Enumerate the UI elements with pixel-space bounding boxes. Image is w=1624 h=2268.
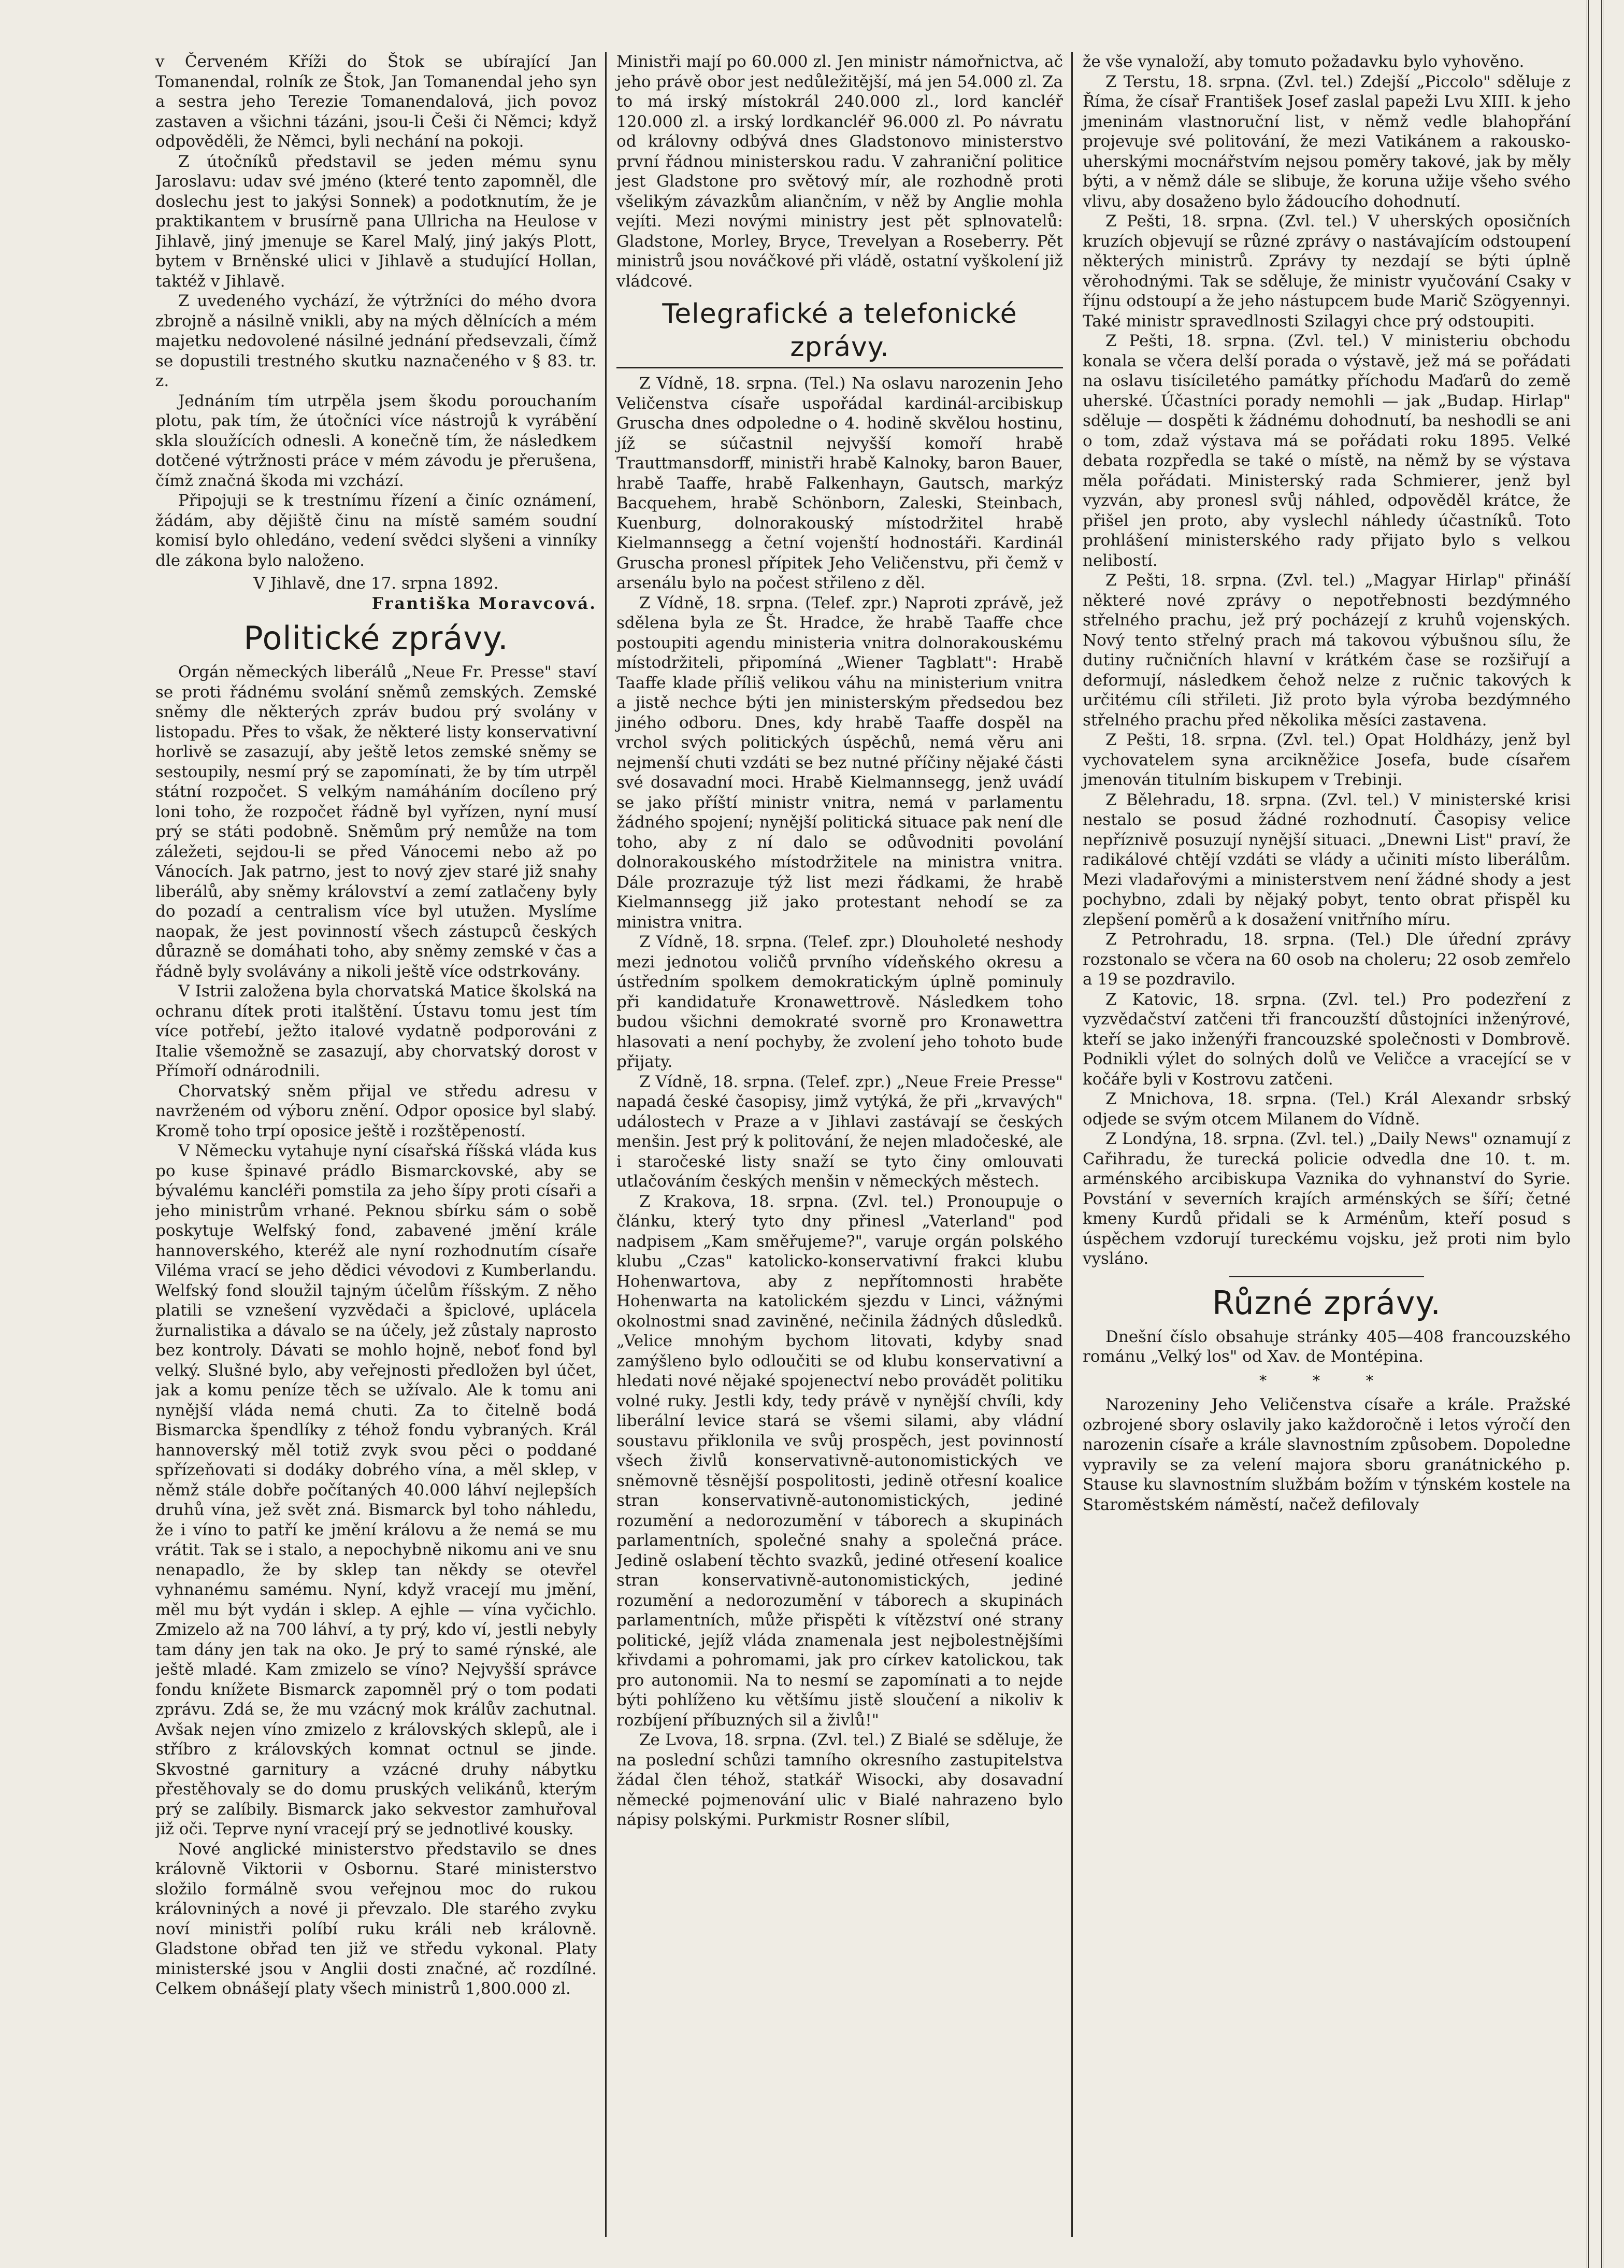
column-2 xyxy=(612,52,1067,2237)
misc-novel-notice: Dnešní číslo obsahuje stránky 405—408 francouzského románu „Velký los" od Xav. de Montépina. xyxy=(1083,1327,1571,1366)
telegram-lvov: Ze Lvova, 18. srpna. (Zvl. tel.) Z Bialé se sděluje, že na poslední schůzi tamního okresního zastupitelstva žádal člen téhož, statkář Wisocki, aby dosavadní německé pojmenování ulic v Bialé nahrazeno bylo nápisy polskými. Purkmistr Rosner slíbil, xyxy=(616,1731,1063,1829)
section-title-telegrams: Telegrafické a telefonické zprávy. xyxy=(616,297,1063,368)
column-rule-2 xyxy=(1071,52,1073,2237)
telegram-pest-4: Z Pešti, 18. srpna. (Zvl. tel.) Opat Holdházy, jenž byl vychovatelem syna arcikněžice Josefa, bude císařem jmenován titulním biskupem v Trebinji. xyxy=(1083,731,1571,789)
telegram-belgrade: Z Bělehradu, 18. srpna. (Zvl. tel.) V ministerské krisi nestalo se posud žádné rozhodnutí. Časopisy velice nepříznivě posuzují nynější situaci. „Dnewni List" praví, že radikálové chtějí vzdáti se vlády a učiniti místo liberálům. Mezi vladařovými a ministerstvem není žádné shody a jest pochybno, zdali by nějaký pobyt, tento obrat přispěl ku zlepšení poměrů a k dosažení vnitřního míru. xyxy=(1083,790,1571,929)
politics-paragraph-1: Orgán německých liberálů „Neue Fr. Presse" staví se proti řádnému svolání sněmů zemských. Zemské sněmy dle některých zpráv budou prý svolány v listopadu. Přes to však, že některé listy konservativní horlivě se zasazují, aby ještě letos zemské sněmy se sestoupily, nesmí prý se zapomínati, že by tím utrpěl státní rozpočet. S velkým namáháním docíleno prý loni toho, že rozpočet řádně byl vyřízen, nyní musí prý se státi podobně. Sněmům prý nemůže na tom záležeti, sejdou-li se před Vánocemi nebo až po Vánocích. Jak patrno, jest to nový zjev staré již snahy liberálů, aby sněmy království a zemí zatlačeny byly do pozadí a centralism více byl utužen. Myslíme naopak, že jest povinností všech zástupců českých důrazně se domáhati toho, aby sněmy zemské v čas a řádně byly svolávány a nikoli ještě více odstrkovány. xyxy=(155,663,597,981)
politics-paragraph-5: Nové anglické ministerstvo představilo se dnes královně Viktorii v Osbornu. Staré ministerstvo složilo formálně svou veřejnou moc do rukou královniných a nové ji převzalo. Dle starého zvyku noví ministři políbí ruku králi neb královně. Gladstone obřad ten již ve středu vykonal. Platy ministerské jsou v Anglii dosti značné, ač rozdílné. Celkem obnášejí platy všech ministrů 1,800.000 zl. xyxy=(155,1839,597,1998)
signature: Františka Moravcová. xyxy=(371,594,597,613)
telegram-vienna-2: Z Vídně, 18. srpna. (Telef. zpr.) Naproti zprávě, jež sdělena byla ze Št. Hradce, že hrabě Taaffe chce postoupiti agendu ministeria vnitra dolnorakouskému místodržiteli, připomíná „Wiener Tagblatt": Hrabě Taaffe klade příliš velikou váhu na ministerium vnitra a jistě nechce býti jen ministerským předsedou bez jiného odboru. Dnes, kdy hrabě Taaffe dospěl na vrchol svých politických úspěchů, nemá věru ani nejmenší chuti vzdáti se bez nutné příčiny nějaké části své dosavadní moci. Hrabě Kielmannsegg, jenž uvádí se jako příští ministr vnitra, nemá v parlamentu žádného spojení; nynější politická situace pak není dle toho, aby z ní dalo se odůvodniti povolání dolnorakouského místodržitele na ministra vnitra. Dále prozrazuje týž list mezi řádkami, že hrabě Kielmannsegg již jako protestant nehodí se za ministra vnitra. xyxy=(616,593,1063,932)
telegram-munich: Z Mnichova, 18. srpna. (Tel.) Král Alexandr srbský odjede se svým otcem Milanem do Vídně. xyxy=(1083,1090,1571,1129)
complaint-paragraph-4: Jednáním tím utrpěla jsem škodu porouchaním plotu, pak tím, že útočníci více nástrojů k vyrábění skla sloužících odnesli. A konečně tím, že následkem dotčené výtržnosti práce v mém závodu je přerušena, čímž značná škoda mi vzchází. xyxy=(155,391,597,490)
section-divider xyxy=(1229,1276,1425,1277)
complaint-paragraph-1: v Červeném Kříži do Štok se ubírající Jan Tomanendal, rolník ze Štok, Jan Tomanendal jeho syn a sestra jeho Terezie Tomanendalová, jich povoz zastaven a všichni tázáni, jsou-li Češi či Němci; když odpověděli, že Němci, byli nechání na pokoji. xyxy=(155,52,597,151)
telegram-vienna-1: Z Vídně, 18. srpna. (Tel.) Na oslavu narozenin Jeho Veličenstva císaře uspořádal kardinál-arcibiskup Gruscha dnes odpoledne o 4. hodině skvělou hostinu, jíž se súčastnil nejvyšší komoří hrabě Trauttmansdorff, ministři hrabě Kalnoky, baron Bauer, hrabě Taaffe, hrabě Falkenhayn, Gautsch, markýz Bacquehem, hrabě Schönborn, Zaleski, Steinbach, Kuenburg, dolnorakouský místodržitel hrabě Kielmannsegg a četní vojenští hodnostáři. Kardinál Gruscha pronesl přípitek Jeho Veličenstvu, při čemž v arsenálu bylo na počest střileno z děl. xyxy=(616,374,1063,592)
ornament-asterisks: * * * xyxy=(1259,1372,1394,1389)
telegram-pest-1: Z Pešti, 18. srpna. (Zvl. tel.) V uherských oposičních kruzích objevují se různé zprávy o nastávajícím odstoupení některých ministrů. Zprávy ty nezdají se býti úplně věrohodnými. Tak se sděluje, že ministr vyučování Csaky v říjnu odstoupí a že jeho nástupcem bude Marič Szögyennyi. Také ministr spravedlnosti Szilagyi chce prý odstoupiti. xyxy=(1083,212,1571,331)
telegram-pest-2: Z Pešti, 18. srpna. (Zvl. tel.) V ministeriu obchodu konala se včera delší porada o výstavě, jež má se pořádati na oslavu tisíciletého památky příchodu Maďarů do země uherské. Účastníci porady nemohli — jak „Budap. Hirlap" sděluje — dospěti k žádnému dohodnutí, ba neshodli se ani o tom, zdaž výstava má se pořádati roku 1895. Velké debata rozpředla se také o místě, na němž by se výstava měla pořádati. Ministerský rada Schmierer, jenž byl vyzván, aby pronesl svůj náhled, odpověděl krátce, že přišel jen proto, aby vyslechl náhledy účastníků. Toto prohlášení ministerského rady přijato bylo s velkou nelibostí. xyxy=(1083,332,1571,570)
politics-paragraph-3: Chorvatský sněm přijal ve středu adresu v navrženém od výboru znění. Odpor oposice byl slabý. Kromě toho trpí oposice ještě i rozštěpeností. xyxy=(155,1081,597,1140)
politics-paragraph-2: V Istrii založena byla chorvatská Matice školská na ochranu dítek proti italštění. Ústavu tomu jest tím více potřebí, ježto italové vydatně podporováni z Italie všemožně se zasazují, aby chorvatský dorost v Přímoří odnárodnili. xyxy=(155,982,597,1080)
telegram-london: Z Londýna, 18. srpna. (Zvl. tel.) „Daily News" oznamují z Cařihradu, že turecká policie odvedla dne 10. t. m. arménského arcibiskupa Vaznika do vyhnanství do Syrie. Povstání v severních krajích arménských se šíří; četné kmeny Kurdů přidali se k Arménům, kteří posud s úspěchem vzdorují tureckému vojsku, jež proti nim bylo vysláno. xyxy=(1083,1130,1571,1268)
complaint-paragraph-2: Z útočníků představil se jeden mému synu Jaroslavu: udav své jméno (které tento zapomněl, dle doslechu jest to jakýsi Sonnek) a podotknutím, že je praktikantem v brusírně pana Ullricha na Heulose v Jihlavě, jiný jmenuje se Karel Malý, jiný jakýs Plott, bytem v Brněnské ulici v Jihlavě a studující Hollan, taktéž v Jihlavě. xyxy=(155,152,597,291)
section-title-politics: Politické zprávy. xyxy=(243,619,509,657)
telegram-krakow: Z Krakova, 18. srpna. (Zvl. tel.) Pronoupuje o článku, který tyto dny přinesl „Vaterland" pod nadpisem „Kam směřujeme?", varuje orgán polského klubu „Czas" katolicko-konservativní frakci klubu Hohenwartova, aby z nepřítomnosti hraběte Hohenwarta na katolickém sjezdu v Linci, vážnými okolnostmi snad zaviněné, nečinila žádných důsledků. „Velice mnohým bychom litovati, kdyby snad zamýšleno bylo odloučiti se od klubu konservativní a hledati nové nějaké spojenectví nebo provádět politiku volné ruky. Jestli kdy, tedy právě v nynější chvíli, kdy liberální levice stará se všemi silami, aby vládní soustavu přiklonila ve svůj prospěch, jest povinností všech živlů konservativně-autonomistických ve sněmovně těsnější pospolitosti, jedině otřesní koalice stran konservativně-autonomistických, jediné rozumění a nedorozumění v táborech a skupinách parlamentních, společné snahy a společná práce. Jedině oslabení těchto svazků, jediné otřesení koalice stran konservativně-autonomistických, jediné rozumění a nedorozumění v táborech a skupinách parlamentních, může přispěti k vítězství oné strany politické, jejíž vláda znamenala jest nejbolestnějšími křivdami a pohromami, jak pro církev katolickou, tak pro autonomii. Na to nesmí se zapomínati a to nejde býti pohlíženo ku většímu jistě sloučení a nikoliv k rozbíjení příbuzných sil a živlů!" xyxy=(616,1192,1063,1730)
complaint-paragraph-5: Připojuji se k trestnímu řízení a činíc oznámení, žádám, aby dějiště činu na místě samém soudní komisí bylo ohledáno, vedení svědci slyšeni a vinníky dle zákona bylo naloženo. xyxy=(155,491,597,570)
dateline: V Jihlavě, dne 17. srpna 1892. xyxy=(253,574,499,593)
telegram-vienna-4: Z Vídně, 18. srpna. (Telef. zpr.) „Neue Freie Presse" napadá české časopisy, jimž vytýká, že při „krvavých" událostech v Praze a v Jihlavi zastávají se českých menšin. Jest prý k politování, že nejen mladočeské, ale i staročeské listy snaží se tyto činy omlouvati utlačováním českých menšin v německých městech. xyxy=(616,1072,1063,1191)
complaint-paragraph-3: Z uvedeného vychází, že výtržníci do mého dvora zbrojně a násilně vnikli, aby na mých dělnících a mém majetku nedovolené násilné jednání předsevzali, čímž se dopustili trestného skutku naznačeného v § 83. tr. z. xyxy=(155,292,597,390)
telegram-trieste: Z Terstu, 18. srpna. (Zvl. tel.) Zdejší „Piccolo" sděluje z Říma, že císař František Josef zaslal papeži Lvu XIII. k jeho jmeninám vlastnoruční list, v němž vedle blahopřání projevuje své politování, že mezi Vatikánem a rakousko-uherskými mocnářstvím nejsou poměry takové, jak by měly býti, a v němž dále se slibuje, že koruna užije všeho svého vlivu, aby dosaženo bylo žádoucího dohodnutí. xyxy=(1083,72,1571,211)
telegram-vienna-3: Z Vídně, 18. srpna. (Telef. zpr.) Dlouholeté neshody mezi jednotou voličů prvního vídeňského okresu a ústředním spolkem demokratickým úplně pominuly při kandidatuře Kronawettrově. Následkem toho budou všichni demokraté svorně pro Kronawettra hlasovati a není pochyby, že zvolení jeho tohoto bude přijaty. xyxy=(616,933,1063,1071)
page-binding-edge-right xyxy=(1587,0,1603,2268)
politics-paragraph-4: V Německu vytahuje nyní císařská říšská vláda kus po kuse špinavé prádlo Bismarckovské, aby se bývalému kancléři pomstila za jeho šípy proti císaři a jeho ministrům vrhané. Peknou sbírku sám o sobě poskytuje Welfský fond, zabavené jmění krále hannoverského, kteréž ale nyní rozhodnutím císaře Viléma vrací se jeho dědici vévodovi z Kumberlandu. Welfský fond sloužil tajným účelům říšským. Z něho platili se vznešení vyzvědači a špiclové, uplácela žurnalistika a dávalo se na účely, jež zůstaly naprosto bez kontroly. Dávati se mohlo hojně, neboť fond byl velký. Slušné bylo, aby veřejnosti předložen byl účet, jak a komu peníze těch se užívalo. Ale k tomu ani nynější vláda nemá chuti. Za to čitelně bodá Bismarcka špendlíky z téhož fondu vybraných. Král hannoverský měl totiž zvyk svou pěci o poddané spřízeňovati si dodáky dobrého vína, a měl sklep, v němž stále dobře počítaných 40.000 láhví nejlepších druhů vína, jež svět zná. Bismarck byl toho náhledu, že i víno to patří ke jmění královu a že nemá se mu vrátit. Tak se i stalo, a nepochybně nikomu ani ve snu nenapadlo, že by sklep tan někdy se otevřel vyhnanému samému. Nyní, když vracejí mu jmění, měl mu být vydán i sklep. A ejhle — vína vyčichlo. Zmizelo až na 700 láhví, a ty prý, kdo ví, jestli nebyly tam dány jen tak na oko. Je prý to samé rýnské, ale ještě mladé. Kam zmizelo se víno? Nejvyšší správce fondu knížete Bismarck zapomněl prý o tom podati zprávu. Zdá se, že mu vzácný mok králův zachutnal. Avšak nejen víno zmizelo z královských sklepů, ale i stříbro z královských komnat octnul se jinde. Skvostné garnitury a vzácné druhy nábytku přestěhovaly se do domu pruských velikánů, kterým prý se zalíbily. Bismarck jako sekvestor zamhuřoval již oči. Teprve nyní vracejí prý se jednotlivé kousky. xyxy=(155,1142,597,1838)
column-rule-1 xyxy=(605,52,607,2237)
telegram-petersburg: Z Petrohradu, 18. srpna. (Tel.) Dle úřední zprávy rozstonalo se včera na 60 osob na choleru; 22 osob zemřelo a 19 se pozdravilo. xyxy=(1083,930,1571,989)
ministers-salaries-paragraph: Ministři mají po 60.000 zl. Jen ministr námořnictva, ač jeho právě obor jest nedůležitější, má jen 54.000 zl. Za to má irský místokrál 240.000 zl., lord kancléř 120.000 zl. a irský lordkancléř 96.000 zl. Po návratu od královny odbývá dnes Gladstonovo ministerstvo první řádnou ministerskou radu. V zahraniční politice jest Gladstone pro světový mír, ale rozhodně proti všelikým závazkům aliančním, v něž by Anglie mohla vejíti. Mezi novými ministry jest pět splnovatelů: Gladstone, Morley, Bryce, Trevelyan a Roseberry. Pět ministrů jsou nováčkové při vládě, ostatní vyškolení již vládcové. xyxy=(616,52,1063,291)
column-3 xyxy=(1079,52,1571,2237)
misc-birthday-celebration: Narozeniny Jeho Veličenstva císaře a krále. Pražské ozbrojené sbory oslavily jako každoročně i letos výročí den narozenin císaře a krále slavnostním způsobem. Dopoledne vypravily se za velení majora sboru granátnického p. Stause ku slavnostním službám božím v týnském kostele na Staroměstském náměstí, načež defilovaly xyxy=(1083,1395,1571,1514)
lvov-continuation: že vše vynaloží, aby tomuto požadavku bylo vyhověno. xyxy=(1083,52,1525,71)
section-title-misc: Různé zprávy. xyxy=(1212,1283,1441,1322)
telegram-pest-3: Z Pešti, 18. srpna. (Zvl. tel.) „Magyar Hirlap" přináší některé nové zprávy o nepotřebnosti bezdýmného střelného prachu, jež prý pocházejí z kruhů vojenských. Nový tento střelný prach má takovou výbušnou sílu, že dutiny ručničních hlavní v krátkém čase se rozšiřují a deformují, následkem čehož nelze z ručnic takových k určitému cíli střileti. Již proto byla výroba bezdýmného střelného prachu před několika měsíci zastavena. xyxy=(1083,571,1571,730)
column-1 xyxy=(155,52,601,2237)
telegram-katowice: Z Katovic, 18. srpna. (Zvl. tel.) Pro podezření z vyzvědačství zatčeni tři francouzští důstojníci inženýrové, kteří se jako inženýři francouzské společnosti v Dombrově. Podnikli výlet do solných dolů ve Veličce a vracející se v kočáře byli v Kostrovu zatčeni. xyxy=(1083,990,1571,1089)
